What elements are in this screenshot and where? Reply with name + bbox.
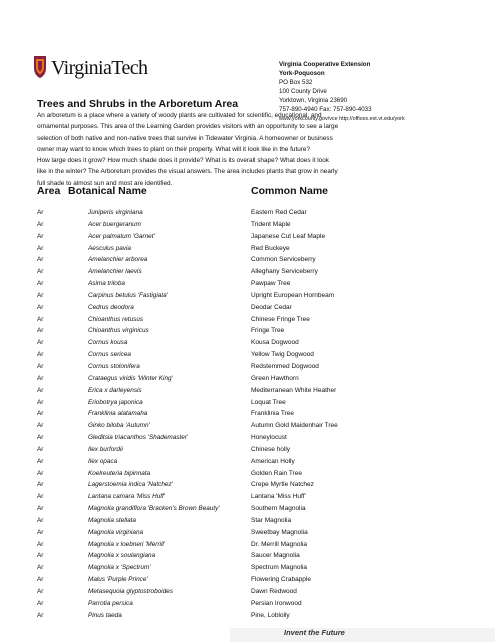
area-cell: Ar xyxy=(37,552,44,560)
botanical-name-cell: Magnolia x 'Spectrum' xyxy=(88,564,151,572)
table-row xyxy=(37,457,477,469)
office-url[interactable]: www.yorkcounty.gov/vce http://offices.ext.vt.edu/york xyxy=(279,115,405,122)
column-header-area: Area xyxy=(37,185,61,197)
common-name-cell: Autumn Gold Maidenhair Tree xyxy=(251,422,338,430)
area-cell: Ar xyxy=(37,516,44,524)
common-name-cell: American Holly xyxy=(251,457,295,465)
area-cell: Ar xyxy=(37,244,44,252)
common-name-cell: Green Hawthorn xyxy=(251,374,299,382)
table-row xyxy=(37,303,477,315)
table-row xyxy=(37,587,477,599)
area-cell: Ar xyxy=(37,351,44,359)
common-name-cell: Golden Rain Tree xyxy=(251,469,302,477)
botanical-name-cell: Magnolia virginiana xyxy=(88,528,144,536)
table-row xyxy=(37,267,477,279)
table-row xyxy=(37,563,477,575)
botanical-name-cell: Chioanthus virginicus xyxy=(88,327,149,335)
office-line: PO Box 532 xyxy=(279,79,313,87)
logo-wordmark: VirginiaTech xyxy=(51,57,148,79)
column-header-botanical: Botanical Name xyxy=(68,185,147,197)
area-cell: Ar xyxy=(37,576,44,584)
common-name-cell: Franklinia Tree xyxy=(251,410,294,418)
area-cell: Ar xyxy=(37,339,44,347)
area-cell: Ar xyxy=(37,445,44,453)
common-name-cell: Saucer Magnolia xyxy=(251,552,300,560)
common-name-cell: Red Buckeye xyxy=(251,244,290,252)
botanical-name-cell: Magnolia x soulangiana xyxy=(88,552,156,560)
botanical-name-cell: Magnolia x loebneri 'Merrill' xyxy=(88,540,166,548)
common-name-cell: Spectrum Magnolia xyxy=(251,564,307,572)
area-cell: Ar xyxy=(37,291,44,299)
area-cell: Ar xyxy=(37,386,44,394)
common-name-cell: Deodar Cedar xyxy=(251,303,292,311)
intro-line: An arboretum is a place where a variety of woody plants are cultivated for scientific, educational, and xyxy=(37,112,322,119)
intro-line: selection of both native and non-native trees that survive in Tidewater Virginia. A homeowner or business xyxy=(37,134,333,142)
table-row xyxy=(37,255,477,267)
table-row xyxy=(37,611,477,623)
area-cell: Ar xyxy=(37,528,44,536)
botanical-name-cell: Aesculus pavia xyxy=(88,244,131,252)
area-cell: Ar xyxy=(37,220,44,228)
area-cell: Ar xyxy=(37,469,44,477)
table-row xyxy=(37,492,477,504)
table-row xyxy=(37,540,477,552)
botanical-name-cell: Malus 'Purple Prince' xyxy=(88,576,148,584)
botanical-name-cell: Juniperis virginiana xyxy=(88,209,143,216)
botanical-name-cell: Cornus sericea xyxy=(88,351,131,359)
botanical-name-cell: Pinus taeda xyxy=(88,611,122,619)
area-cell: Ar xyxy=(37,611,44,619)
area-cell: Ar xyxy=(37,256,44,264)
area-cell: Ar xyxy=(37,540,44,548)
area-cell: Ar xyxy=(37,588,44,595)
table-row xyxy=(37,480,477,492)
common-name-cell: Dr. Merrill Magnolia xyxy=(251,540,307,548)
botanical-name-cell: Chioanthus retusus xyxy=(88,315,144,323)
office-org: Virginia Cooperative Extension xyxy=(279,61,371,68)
table-row xyxy=(37,350,477,362)
botanical-name-cell: Crataegus viridis 'Winter King' xyxy=(88,374,173,382)
area-cell: Ar xyxy=(37,398,44,406)
area-cell: Ar xyxy=(37,493,44,501)
virginia-tech-logo xyxy=(33,55,173,85)
intro-paragraph xyxy=(37,110,467,189)
intro-line: owner may want to know which trees to plant on their property. What will it look like in the future? xyxy=(37,145,311,153)
table-row xyxy=(37,421,477,433)
area-cell: Ar xyxy=(37,303,44,311)
botanical-name-cell: Asima triloba xyxy=(88,280,125,288)
common-name-cell: Chinese holly xyxy=(251,445,291,453)
intro-line: ornamental purposes. This area of the Learning Garden provides visitors with an opportunity to see a large xyxy=(37,123,339,131)
table-row xyxy=(37,599,477,611)
common-name-cell: Dawn Redwood xyxy=(251,588,297,595)
table-row xyxy=(37,445,477,457)
common-name-cell: Fringe Tree xyxy=(251,327,285,335)
common-name-cell: Honeylocust xyxy=(251,434,287,442)
area-cell: Ar xyxy=(37,505,44,513)
area-cell: Ar xyxy=(37,315,44,323)
botanical-name-cell: Magnolia stellata xyxy=(88,516,136,524)
table-row xyxy=(37,433,477,445)
botanical-name-cell: Lagerstoemia indica 'Natchez' xyxy=(88,481,173,489)
common-name-cell: Mediterranean White Heather xyxy=(251,386,337,394)
area-cell: Ar xyxy=(37,422,44,430)
table-row xyxy=(37,469,477,481)
table-row xyxy=(37,315,477,327)
common-name-cell: Eastern Red Cedar xyxy=(251,209,307,216)
common-name-cell: Loquat Tree xyxy=(251,398,286,406)
common-name-cell: Kousa Dogwood xyxy=(251,339,299,347)
botanical-name-cell: Parrotia persica xyxy=(88,599,133,607)
office-line: 100 County Drive xyxy=(279,88,327,96)
plant-table xyxy=(37,208,477,623)
area-cell: Ar xyxy=(37,457,44,465)
area-cell: Ar xyxy=(37,280,44,288)
common-name-cell: Chinese Fringe Tree xyxy=(251,315,310,323)
area-cell: Ar xyxy=(37,374,44,382)
area-cell: Ar xyxy=(37,362,44,370)
botanical-name-cell: Metasequoia glyptostroboides xyxy=(88,588,173,595)
area-cell: Ar xyxy=(37,599,44,607)
common-name-cell: Star Magnolia xyxy=(251,516,292,524)
table-row xyxy=(37,326,477,338)
office-line: Yorktown, Virginia 23690 xyxy=(279,97,348,105)
botanical-name-cell: Ilex burfordii xyxy=(88,445,123,453)
table-row xyxy=(37,504,477,516)
botanical-name-cell: Magnolia grandiflora 'Bracken's Brown Beauty' xyxy=(88,505,220,513)
area-cell: Ar xyxy=(37,268,44,276)
table-row xyxy=(37,244,477,256)
table-row xyxy=(37,551,477,563)
area-cell: Ar xyxy=(37,564,44,572)
common-name-cell: Flowering Crabapple xyxy=(251,576,311,584)
area-cell: Ar xyxy=(37,410,44,418)
table-row xyxy=(37,528,477,540)
common-name-cell: Lantana 'Miss Huff' xyxy=(251,493,306,501)
botanical-name-cell: Ilex opaca xyxy=(88,457,118,465)
botanical-name-cell: Franklinia alatamaha xyxy=(88,410,148,418)
table-row xyxy=(37,338,477,350)
botanical-name-cell: Amelanchier laevis xyxy=(88,268,142,276)
botanical-name-cell: Lantana camara 'Miss Huff' xyxy=(88,493,166,501)
table-row xyxy=(37,232,477,244)
botanical-name-cell: Gleditsia triacanthos 'Shademaster' xyxy=(88,434,189,442)
botanical-name-cell: Acer buergeranum xyxy=(88,220,141,228)
table-row xyxy=(37,374,477,386)
botanical-name-cell: Cornus kousa xyxy=(88,339,128,347)
area-cell: Ar xyxy=(37,209,44,216)
botanical-name-cell: Amelanchier arborea xyxy=(88,256,148,264)
common-name-cell: Crepe Myrtle Natchez xyxy=(251,481,314,489)
common-name-cell: Redstemmed Dogwood xyxy=(251,362,319,370)
botanical-name-cell: Erica x darleyensis xyxy=(88,386,142,394)
botanical-name-cell: Ginko biloba 'Autumn' xyxy=(88,422,150,430)
footer-tagline: Invent the Future xyxy=(284,628,345,637)
area-cell: Ar xyxy=(37,481,44,489)
office-line: 757-890-4940 Fax: 757-890-4033 xyxy=(279,106,372,114)
botanical-name-cell: Carpinus betulus 'Fastigiata' xyxy=(88,291,168,299)
table-row xyxy=(37,386,477,398)
common-name-cell: Trident Maple xyxy=(251,220,291,228)
column-header-common: Common Name xyxy=(251,185,329,197)
botanical-name-cell: Koelreuteria bipinnata xyxy=(88,469,151,477)
common-name-cell: Japanese Cut Leaf Maple xyxy=(251,232,326,240)
common-name-cell: Upright European Hornbeam xyxy=(251,291,335,299)
common-name-cell: Common Serviceberry xyxy=(251,256,316,264)
botanical-name-cell: Cornus stolonifera xyxy=(88,362,140,370)
common-name-cell: Alleghany Serviceberry xyxy=(251,268,318,276)
office-unit: York-Poquoson xyxy=(279,70,325,78)
table-row xyxy=(37,575,477,587)
common-name-cell: Yellow Twig Dogwood xyxy=(251,351,314,359)
intro-line: full shade to almost sun and most are identified. xyxy=(37,179,173,187)
common-name-cell: Pine, Loblolly xyxy=(251,611,290,619)
table-row xyxy=(37,291,477,303)
table-row xyxy=(37,220,477,232)
botanical-name-cell: Cedrus deodora xyxy=(88,303,134,311)
botanical-name-cell: Acer palmatum 'Garnet' xyxy=(88,232,155,240)
page-title: Trees and Shrubs in the Arboretum Area xyxy=(37,98,239,110)
common-name-cell: Pawpaw Tree xyxy=(251,280,291,288)
vt-shield-icon xyxy=(33,55,47,79)
intro-line: How large does it grow? How much shade does it provide? What is its overall shape? What does it look xyxy=(37,157,329,165)
area-cell: Ar xyxy=(37,327,44,335)
table-row xyxy=(37,409,477,421)
botanical-name-cell: Eriobotrya japonica xyxy=(88,398,143,406)
table-row xyxy=(37,398,477,410)
common-name-cell: Sweetbay Magnolia xyxy=(251,528,308,536)
table-row xyxy=(37,362,477,374)
table-row xyxy=(37,208,477,220)
area-cell: Ar xyxy=(37,232,44,240)
common-name-cell: Persian Ironwood xyxy=(251,599,302,607)
table-row xyxy=(37,516,477,528)
common-name-cell: Southern Magnolia xyxy=(251,505,306,513)
intro-line: like in the winter? The Arboretum provides the visual answers. The area includes plants that grow in nearly xyxy=(37,168,338,176)
table-row xyxy=(37,279,477,291)
area-cell: Ar xyxy=(37,434,44,442)
